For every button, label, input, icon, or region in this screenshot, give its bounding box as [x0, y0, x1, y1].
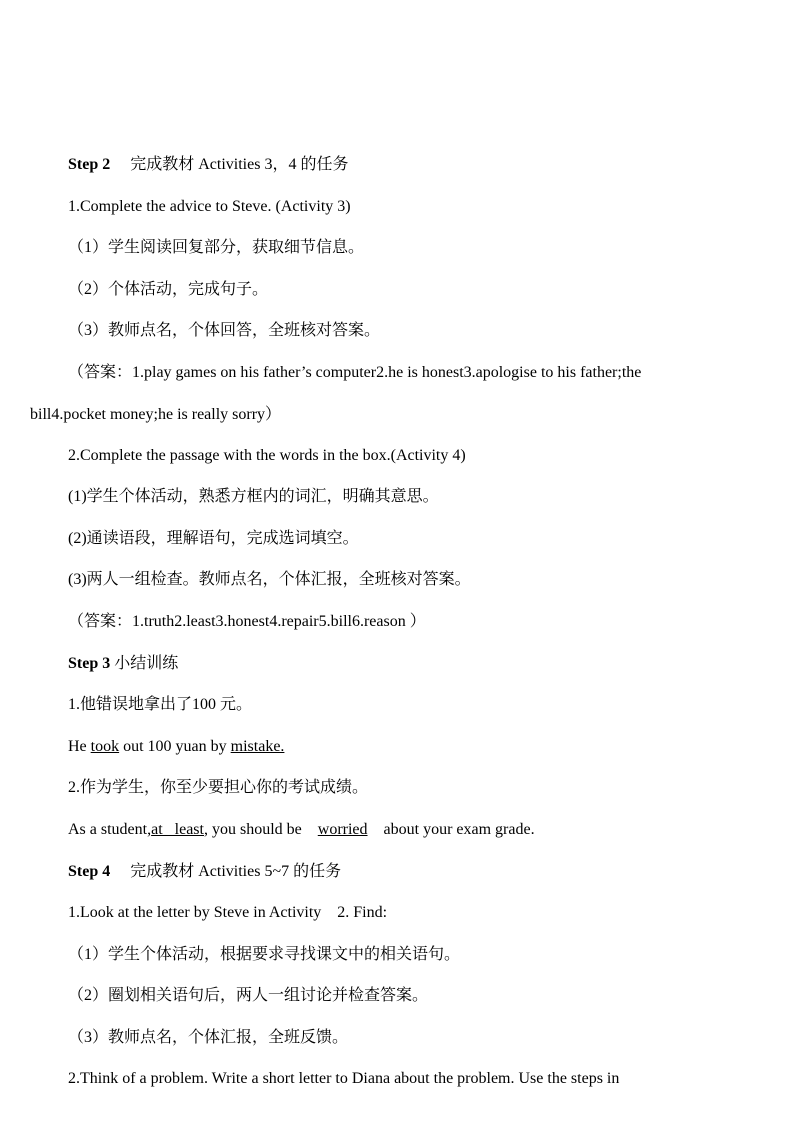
step2-task1-step-3: （3）教师点名，个体回答，全班核对答案。 — [68, 322, 381, 339]
answer-blank-mistake: mistake. — [230, 738, 285, 755]
step2-task2: 2.Complete the passage with the words in the box.(Activity 4) — [68, 447, 466, 464]
step3-item2-english — [68, 819, 535, 841]
sentence-text: about your exam grade. — [379, 821, 535, 838]
step2-task2-step-3: (3)两人一组检查。教师点名，个体汇报，全班核对答案。 — [68, 571, 471, 588]
sentence-text: As a student, — [68, 821, 152, 838]
answer-blank-took: took — [90, 738, 120, 755]
step4-task1-step-3: （3）教师点名，个体汇报，全班反馈。 — [68, 1029, 349, 1046]
step2-heading — [68, 154, 348, 176]
answer-blank-at-least: at least — [151, 821, 204, 838]
step3-item1-english — [68, 736, 284, 758]
step3-item1-chinese: 1.他错误地拿出了100 元。 — [68, 696, 253, 713]
sentence-text: out 100 yuan by — [119, 738, 231, 755]
step3-title: 小结训练 — [114, 655, 179, 672]
step2-task2-step-1: (1)学生个体活动，熟悉方框内的词汇，明确其意思。 — [68, 488, 439, 505]
step2-label: Step 2 — [68, 156, 111, 173]
sentence-text: He — [68, 738, 91, 755]
step2-task1-step-1: （1）学生阅读回复部分，获取细节信息。 — [68, 239, 365, 256]
answer-blank-worried: worried — [317, 821, 368, 838]
step3-label: Step 3 — [68, 655, 111, 672]
step4-task2: 2.Think of a problem. Write a short letter to Diana about the problem. Use the steps in — [68, 1070, 620, 1087]
step4-task1-step-2: （2）圈划相关语句后，两人一组讨论并检查答案。 — [68, 987, 429, 1004]
step4-label: Step 4 — [68, 863, 111, 880]
step4-title: 完成教材 Activities 5~7 的任务 — [130, 863, 342, 880]
step4-heading — [68, 861, 341, 883]
step4-task1-step-1: （1）学生个体活动，根据要求寻找课文中的相关语句。 — [68, 946, 461, 963]
step2-task2-step-2: (2)通读语段，理解语句，完成选词填空。 — [68, 530, 359, 547]
step2-title: 完成教材 Activities 3，4 的任务 — [130, 156, 349, 173]
step4-task1: 1.Look at the letter by Steve in Activity 2. Find: — [68, 904, 388, 921]
step2-task1-answer: （答案：1.play games on his father’s computer2.he is honest3.apologise to his father;the — [68, 364, 642, 381]
step3-heading — [68, 653, 178, 675]
step2-task2-answer: （答案：1.truth2.least3.honest4.repair5.bill6.reason ） — [68, 613, 426, 630]
sentence-text: , you should be — [203, 821, 306, 838]
step2-task1-answer-continued: bill4.pocket money;he is really sorry） — [30, 406, 282, 423]
step3-item2-chinese: 2.作为学生，你至少要担心你的考试成绩。 — [68, 779, 369, 796]
step2-task1-step-2: （2）个体活动，完成句子。 — [68, 281, 269, 298]
step2-task1: 1.Complete the advice to Steve. (Activity 3) — [68, 198, 351, 215]
